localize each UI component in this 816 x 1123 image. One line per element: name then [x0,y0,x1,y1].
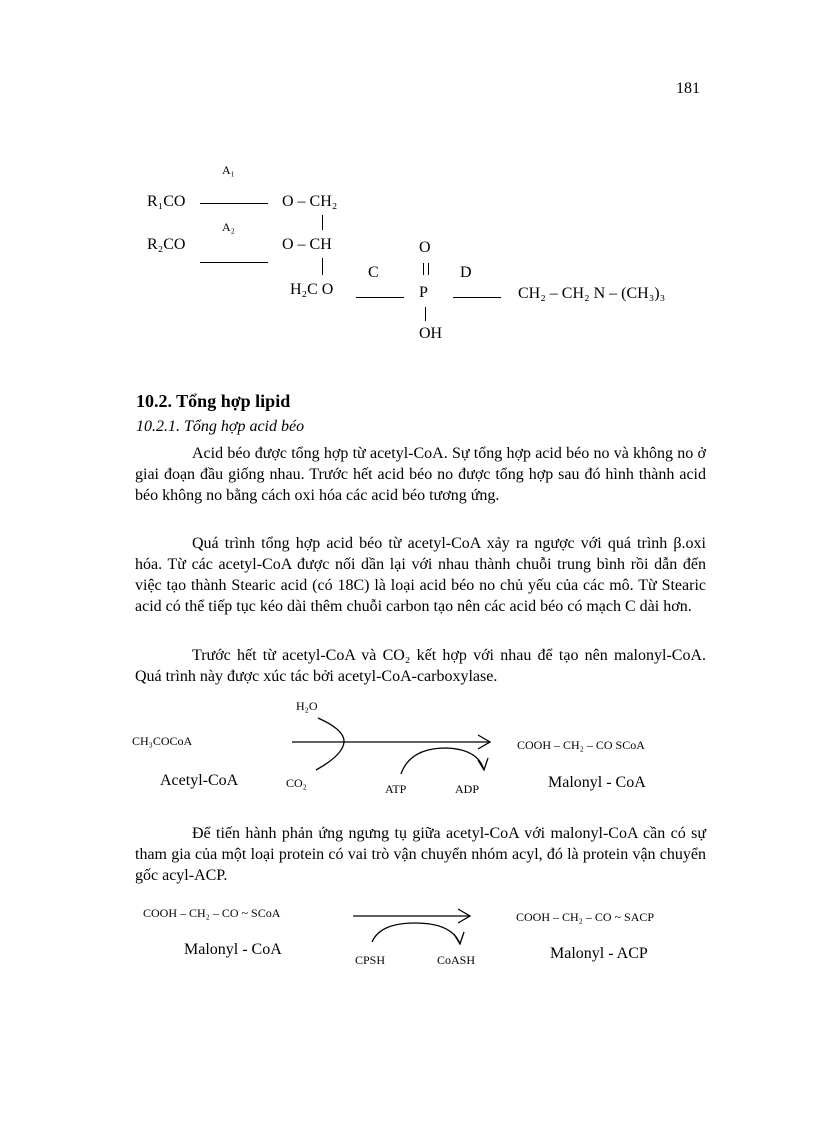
label-malonyl-acp: Malonyl - ACP [550,945,648,962]
adp-arrowhead [478,758,488,770]
label-malonyl-acp-formula: COOH – CH₂ – CO ~ SACP [516,910,655,924]
paragraph-3: Trước hết từ acetyl-CoA và CO₂ kết hợp với nhau để tạo nên malonyl-CoA. Quá trình này được xúc tác bởi acetyl-CoA-carboxylase. [135,647,706,685]
label-h2o: H₂O [296,699,318,713]
label-h2co: H₂C O [290,281,334,298]
atp-adp-curve [401,748,484,774]
label-d: D [460,264,472,281]
section-title: 10.2. Tổng hợp lipid [136,391,291,411]
paragraph-2: Quá trình tổng hợp acid béo từ acetyl-CoA xảy ra ngược với quá trình β.oxi hóa. Từ các acetyl-CoA được nối dần lại với nhau thành chuỗi trung bình rồi dẫn đến việc tạo thành Stearic acid (có 18C) là loại acid béo no chủ yếu của các mô. Từ Stearic acid có thể tiếp tục kéo dài thêm chuỗi carbon tạo nên các acid béo có mạch C dài hơn. [135,535,706,615]
label-o-ch: O – CH [282,236,332,253]
label-p: P [419,284,428,301]
label-choline: CH₂ – CH₂ N – (CH₃)₃ [518,285,666,302]
label-malonyl-coa-formula: COOH – CH₂ – CO SCoA [517,738,645,752]
label-atp: ATP [385,782,407,796]
label-c: C [368,264,379,281]
label-o-ch2: O – CH₂ [282,193,338,210]
label-oh: OH [419,325,443,342]
label-a2: A₂ [222,220,235,234]
label-acetyl-coa: Acetyl-CoA [160,772,239,789]
label-malonyl-coa: Malonyl - CoA [548,774,646,791]
label-cpsh: CPSH [355,953,386,967]
label-r1co: R₁CO [147,193,186,210]
paragraph-1: Acid béo được tổng hợp từ acetyl-CoA. Sự tổng hợp acid béo no và không no ở giai đoạn đầu giống nhau. Trước hết acid béo no được tổng hợp sau đó hình thành acid béo không no bằng cách oxi hóa các acid béo tương ứng. [135,445,706,504]
h2o-co2-curve [316,718,344,770]
label-malonyl-coa-2: Malonyl - CoA [184,941,282,958]
page-number: 181 [676,80,700,97]
cpsh-coash-curve [372,923,460,944]
label-co2: CO₂ [286,776,307,790]
label-coash: CoASH [437,953,476,967]
label-adp: ADP [455,782,480,796]
label-o-top: O [419,239,431,256]
label-malonyl-coa-thio: COOH – CH₂ – CO ~ SCoA [143,906,281,920]
label-r2co: R₂CO [147,236,186,253]
label-a1: A₁ [222,163,235,177]
paragraph-4: Để tiến hành phản ứng ngưng tụ giữa acetyl-CoA với malonyl-CoA cần có sự tham gia của một loại protein có vai trò vận chuyển nhóm acyl, đó là protein vận chuyển gốc acyl-ACP. [135,825,706,884]
subsection-title: 10.2.1. Tổng hợp acid béo [136,418,305,435]
label-acetyl-formula: CH₃COCoA [132,734,193,748]
coash-arrowhead [454,932,464,944]
